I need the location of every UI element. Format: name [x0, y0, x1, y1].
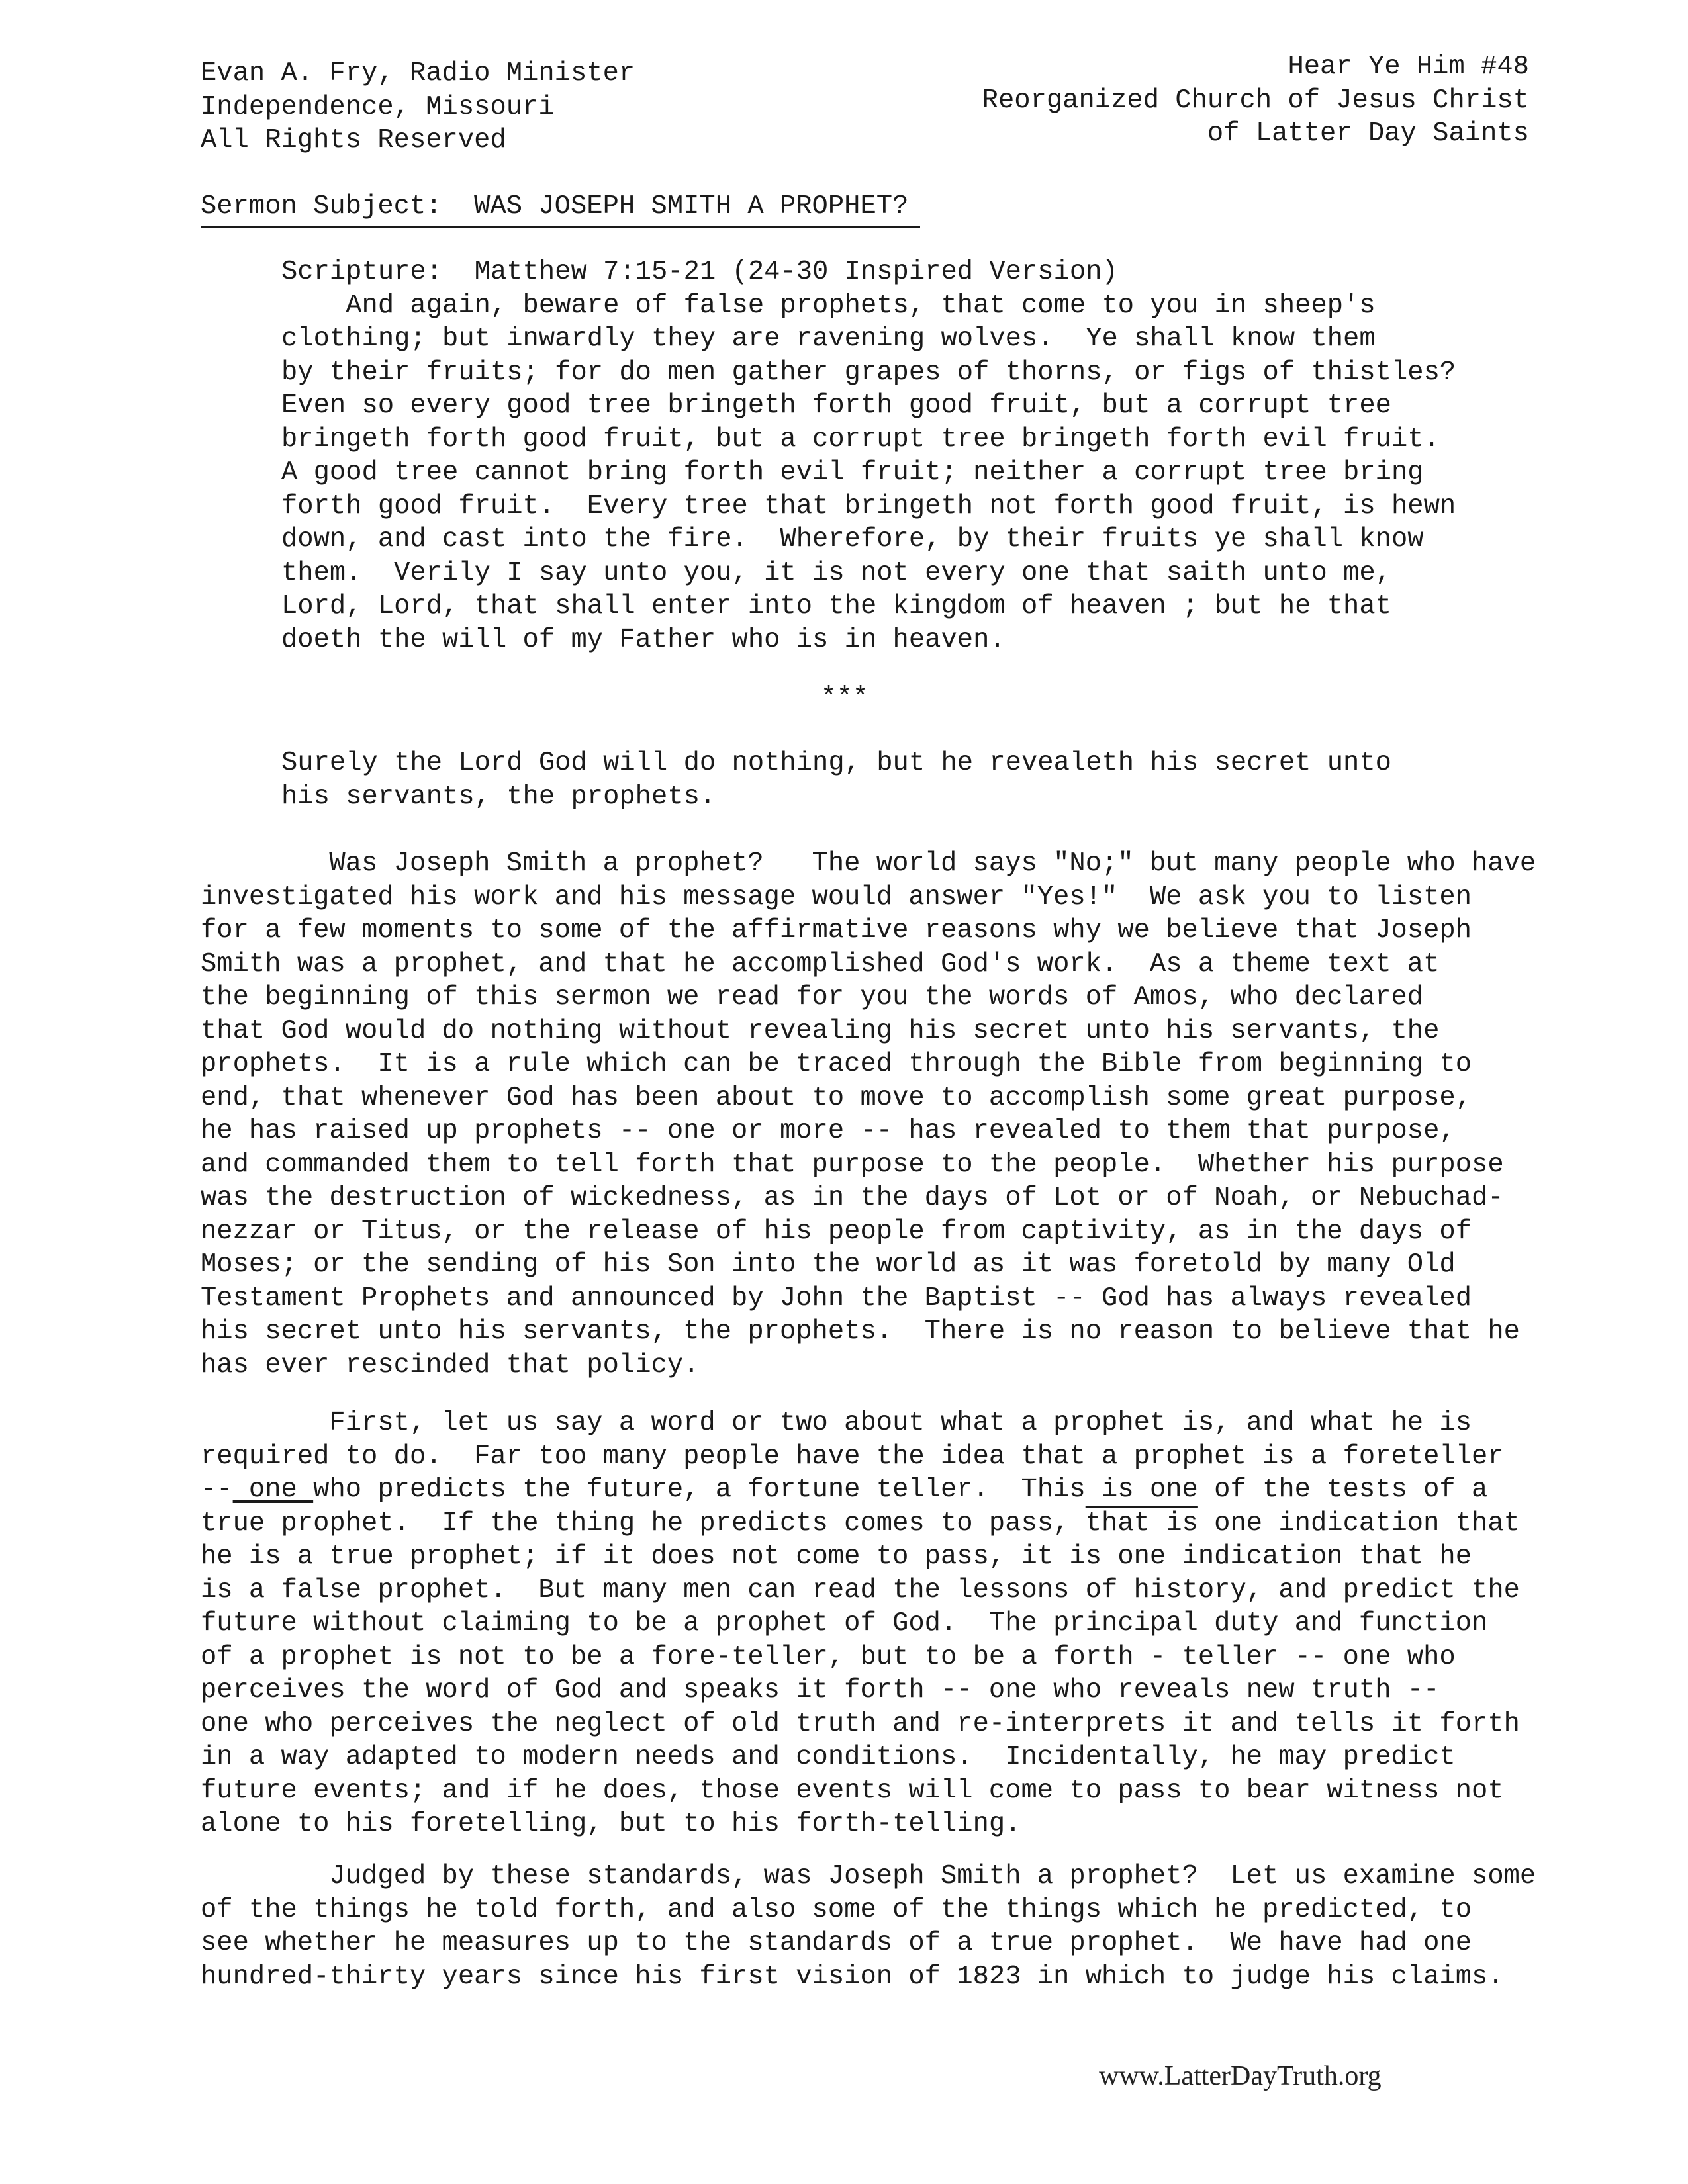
paragraph-line: hundred-thirty years since his first vision of 1823 in which to judge his claims.	[201, 1961, 1504, 1992]
website-footer: www.LatterDayTruth.org	[1099, 2061, 1382, 2091]
paragraph-line: -- one who predicts the future, a fortune teller. This is one of the tests of a	[201, 1475, 1488, 1505]
paragraph-line: perceives the word of God and speaks it forth -- one who reveals new truth --	[201, 1675, 1440, 1706]
paragraph-line: Was Joseph Smith a prophet? The world says "No;" but many people who have	[201, 848, 1536, 879]
scripture-line: by their fruits; for do men gather grapes of thorns, or figs of thistles?	[281, 357, 1456, 388]
subject-underline	[201, 226, 920, 228]
minister-name: Evan A. Fry, Radio Minister	[201, 58, 635, 89]
paragraph-line: of the things he told forth, and also some of the things which he predicted, to	[201, 1894, 1472, 1925]
scripture-line: Even so every good tree bringeth forth good fruit, but a corrupt tree	[281, 390, 1391, 421]
theme-line: Surely the Lord God will do nothing, but he revealeth his secret unto	[281, 748, 1391, 778]
emphasis-mark: that is	[1085, 1508, 1198, 1539]
theme-line: his servants, the prophets.	[281, 781, 716, 812]
emphasis-mark: one	[232, 1475, 314, 1505]
church-name: Reorganized Church of Jesus Christ	[982, 85, 1529, 116]
series-number: Hear Ye Him #48	[1288, 52, 1529, 82]
scripture-line: forth good fruit. Every tree that bringeth not forth good fruit, is hewn	[281, 490, 1456, 522]
scripture-line: Scripture: Matthew 7:15-21 (24-30 Inspired Version)	[281, 257, 1118, 287]
paragraph-line: see whether he measures up to the standards of a true prophet. We have had one	[201, 1928, 1472, 1958]
scripture-block	[281, 255, 1456, 657]
scripture-line: bringeth forth good fruit, but a corrupt tree bringeth forth evil fruit.	[281, 424, 1440, 455]
paragraph-line: future events; and if he does, those events will come to pass to bear witness not	[201, 1775, 1504, 1806]
header-left	[201, 57, 635, 158]
paragraph-line: the beginning of this sermon we read for you the words of Amos, who declared	[201, 982, 1424, 1013]
paragraph-line: has ever rescinded that policy.	[201, 1349, 700, 1381]
paragraph-line: investigated his work and his message would answer "Yes!" We ask you to listen	[201, 882, 1472, 913]
paragraph-line: his secret unto his servants, the prophets. There is no reason to believe that he	[201, 1316, 1520, 1347]
paragraph-line: of a prophet is not to be a fore-teller, but to be a forth - teller -- one who	[201, 1641, 1456, 1672]
scripture-line: doeth the will of my Father who is in heaven.	[281, 624, 1006, 655]
paragraph-intro	[201, 847, 1536, 1382]
paragraph-line: he is a true prophet; if it does not come to pass, it is one indication that he	[201, 1541, 1472, 1572]
paragraph-line: future without claiming to be a prophet of God. The principal duty and function	[201, 1608, 1488, 1639]
theme-text	[281, 747, 1391, 813]
section-separator: ***	[821, 683, 869, 713]
scripture-line: clothing; but inwardly they are ravening wolves. Ye shall know them	[281, 324, 1376, 354]
paragraph-line: was the destruction of wickedness, as in the days of Lot or of Noah, or Nebuchad-	[201, 1183, 1504, 1213]
paragraph-line: and commanded them to tell forth that purpose to the people. Whether his purpose	[201, 1149, 1504, 1180]
paragraph-line: is a false prophet. But many men can read the lessons of history, and predict the	[201, 1574, 1520, 1606]
paragraph-line: end, that whenever God has been about to move to accomplish some great purpose,	[201, 1082, 1472, 1113]
paragraph-line: First, let us say a word or two about what a prophet is, and what he is	[201, 1408, 1472, 1438]
scripture-line: A good tree cannot bring forth evil fruit; neither a corrupt tree bring	[281, 457, 1424, 488]
paragraph-line: he has raised up prophets -- one or more -- has revealed to them that purpose,	[201, 1116, 1456, 1146]
paragraph-line: nezzar or Titus, or the release of his people from captivity, as in the days of	[201, 1216, 1472, 1247]
sermon-subject: Sermon Subject: WAS JOSEPH SMITH A PROPHET?	[201, 191, 909, 222]
paragraph-line: Smith was a prophet, and that he accomplished God's work. As a theme text at	[201, 948, 1440, 979]
paragraph-line: prophets. It is a rule which can be traced through the Bible from beginning to	[201, 1049, 1472, 1079]
scripture-line: And again, beware of false prophets, that come to you in sheep's	[281, 290, 1376, 321]
paragraph-line: required to do. Far too many people have the idea that a prophet is a foreteller	[201, 1441, 1504, 1472]
church-name-cont: of Latter Day Saints	[1207, 118, 1529, 149]
paragraph-line: that God would do nothing without revealing his secret unto his servants, the	[201, 1015, 1440, 1046]
paragraph-line: for a few moments to some of the affirmative reasons why we believe that Joseph	[201, 915, 1472, 946]
scripture-line: them. Verily I say unto you, it is not every one that saith unto me,	[281, 557, 1391, 588]
paragraph-line: in a way adapted to modern needs and conditions. Incidentally, he may predict	[201, 1742, 1456, 1772]
paragraph-line: true prophet. If the thing he predicts comes to pass, that is one indication that	[201, 1508, 1520, 1539]
paragraph-line: Testament Prophets and announced by John the Baptist -- God has always revealed	[201, 1283, 1472, 1314]
paragraph-line: one who perceives the neglect of old truth and re-interprets it and tells it forth	[201, 1708, 1520, 1739]
paragraph-line: Moses; or the sending of his Son into the world as it was foretold by many Old	[201, 1250, 1456, 1280]
location: Independence, Missouri	[201, 91, 555, 122]
rights-notice: All Rights Reserved	[201, 125, 506, 156]
header-right	[982, 50, 1529, 151]
paragraph-line: Judged by these standards, was Joseph Smith a prophet? Let us examine some	[201, 1861, 1536, 1891]
paragraph-judgement	[201, 1860, 1536, 1993]
scripture-line: Lord, Lord, that shall enter into the kingdom of heaven ; but he that	[281, 591, 1391, 621]
paragraph-prophet-definition	[201, 1406, 1520, 1841]
scripture-line: down, and cast into the fire. Wherefore, by their fruits ye shall know	[281, 524, 1424, 555]
paragraph-line: alone to his foretelling, but to his forth-telling.	[201, 1809, 1021, 1839]
